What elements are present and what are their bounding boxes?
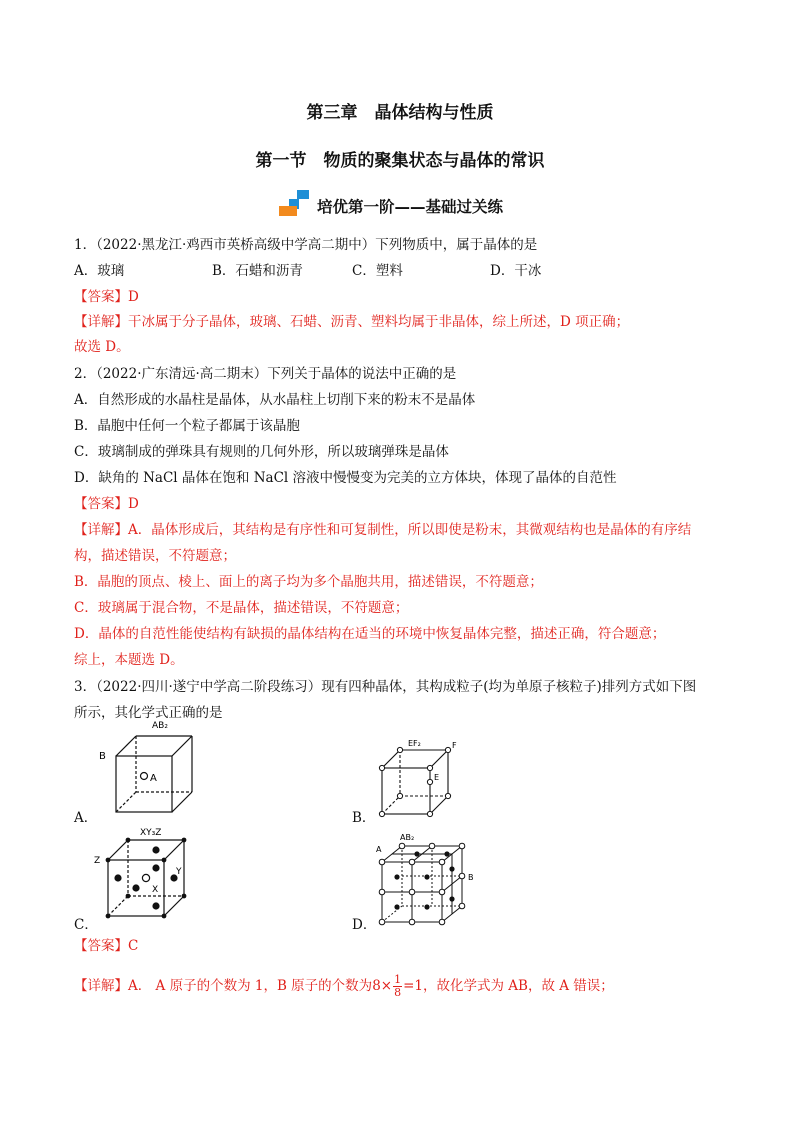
q2-detail-line-5: D．晶体的自范性能使结构有缺损的晶体结构在适当的环境中恢复晶体完整，描述正确，符合题意； — [74, 626, 666, 642]
q1-detail-line-2: 故选 D。 — [74, 339, 130, 355]
q3-fig-c-label: C． — [74, 917, 98, 933]
q3-fig-b-formula: EF₂ — [408, 739, 421, 748]
q3-fig-d-label: D． — [352, 917, 377, 933]
q3-fig-a-formula: AB₂ — [152, 721, 168, 731]
q2-detail-line-4: C．玻璃属于混合物，不是晶体，描述错误，不符题意； — [74, 600, 409, 616]
fraction-numerator: 1 — [394, 973, 402, 986]
q3-fig-a-diagram — [96, 718, 206, 822]
section-title: 第一节 物质的聚集状态与晶体的常识 — [255, 151, 545, 171]
q3-fig-b-diagram — [370, 738, 470, 822]
q3-answer: 【答案】C — [74, 938, 139, 954]
q3-fig-c-diagram — [92, 826, 202, 926]
q3-fig-a-center-label: A — [150, 773, 157, 784]
q3-fig-a-vertex-label: B — [99, 751, 106, 762]
q3-detail-expression: 8× — [372, 978, 393, 994]
q2-answer: 【答案】D — [74, 496, 139, 512]
q2-stem: 2．（2022·广东清远·高二期末）下列关于晶体的说法中正确的是 — [74, 366, 457, 382]
q3-fig-d-b-label: B — [468, 873, 474, 882]
q3-fig-c-face-label: Y — [176, 867, 182, 877]
q2-option-d: D．缺角的 NaCl 晶体在饱和 NaCl 溶液中慢慢变为完美的立方体块，体现了晶体的自范性 — [74, 470, 617, 486]
q2-option-b: B．晶胞中任何一个粒子都属于该晶胞 — [74, 418, 300, 434]
q3-fig-d-diagram — [372, 832, 492, 928]
q1-option-d: D．干冰 — [490, 263, 542, 279]
q3-detail-prefix: 【详解】A． A 原子的个数为 1，B 原子的个数为 — [74, 978, 373, 994]
q2-option-c: C．玻璃制成的弹珠具有规则的几何外形，所以玻璃弹珠是晶体 — [74, 444, 449, 460]
q3-fig-b-vertex-label: F — [452, 741, 457, 750]
q2-detail-line-6: 综上，本题选 D。 — [74, 652, 184, 668]
q3-fig-b-label: B． — [352, 810, 376, 826]
q3-detail-fraction — [393, 974, 402, 999]
banner-title: 培优第一阶——基础过关练 — [317, 198, 504, 216]
q1-option-a: A．玻璃 — [74, 263, 125, 279]
q2-detail-line-1: 【详解】A．晶体形成后，其结构是有序性和可复制性，所以即使是粉末，其微观结构也是晶体的有序结 — [74, 522, 692, 538]
q3-fig-c-formula: XY₃Z — [140, 828, 162, 838]
q3-stem-line-1: 3．（2022·四川·遂宁中学高二阶段练习）现有四种晶体，其构成粒子(均为单原子核粒子)排列方式如下图 — [74, 679, 697, 695]
q1-option-c: C．塑料 — [352, 263, 403, 279]
chapter-title: 第三章 晶体结构与性质 — [306, 103, 494, 123]
q2-detail-line-2: 构，描述错误，不符题意； — [74, 548, 236, 564]
fraction-denominator: 8 — [394, 986, 402, 999]
q3-fig-b-center-label: E — [434, 773, 440, 782]
q3-detail-line-1 — [74, 974, 614, 999]
steps-icon — [277, 186, 311, 220]
q1-stem: 1．（2022·黑龙江·鸡西市英桥高级中学高二期中）下列物质中，属于晶体的是 — [74, 237, 538, 253]
q3-fig-d-a-label: A — [376, 845, 382, 854]
q2-option-a: A．自然形成的水晶柱是晶体，从水晶柱上切削下来的粉末不是晶体 — [74, 392, 476, 408]
q1-option-b: B．石蜡和沥青 — [212, 263, 303, 279]
q3-fig-a-label: A． — [74, 810, 98, 826]
q3-detail-equals: =1 — [403, 978, 423, 994]
q2-detail-line-3: B．晶胞的顶点、棱上、面上的离子均为多个晶胞共用，描述错误，不符题意； — [74, 574, 543, 590]
q1-detail-line-1: 【详解】干冰属于分子晶体，玻璃、石蜡、沥青、塑料均属于非晶体，综上所述，D 项正确； — [74, 314, 630, 330]
q3-fig-d-formula: AB₂ — [400, 833, 415, 842]
q3-fig-c-vertex-label: Z — [94, 856, 101, 866]
q3-fig-c-center-label: X — [152, 885, 159, 895]
q3-detail-suffix: ，故化学式为 AB，故 A 错误； — [423, 978, 614, 994]
q1-answer: 【答案】D — [74, 289, 139, 305]
q3-stem-line-2: 所示，其化学式正确的是 — [74, 705, 223, 721]
